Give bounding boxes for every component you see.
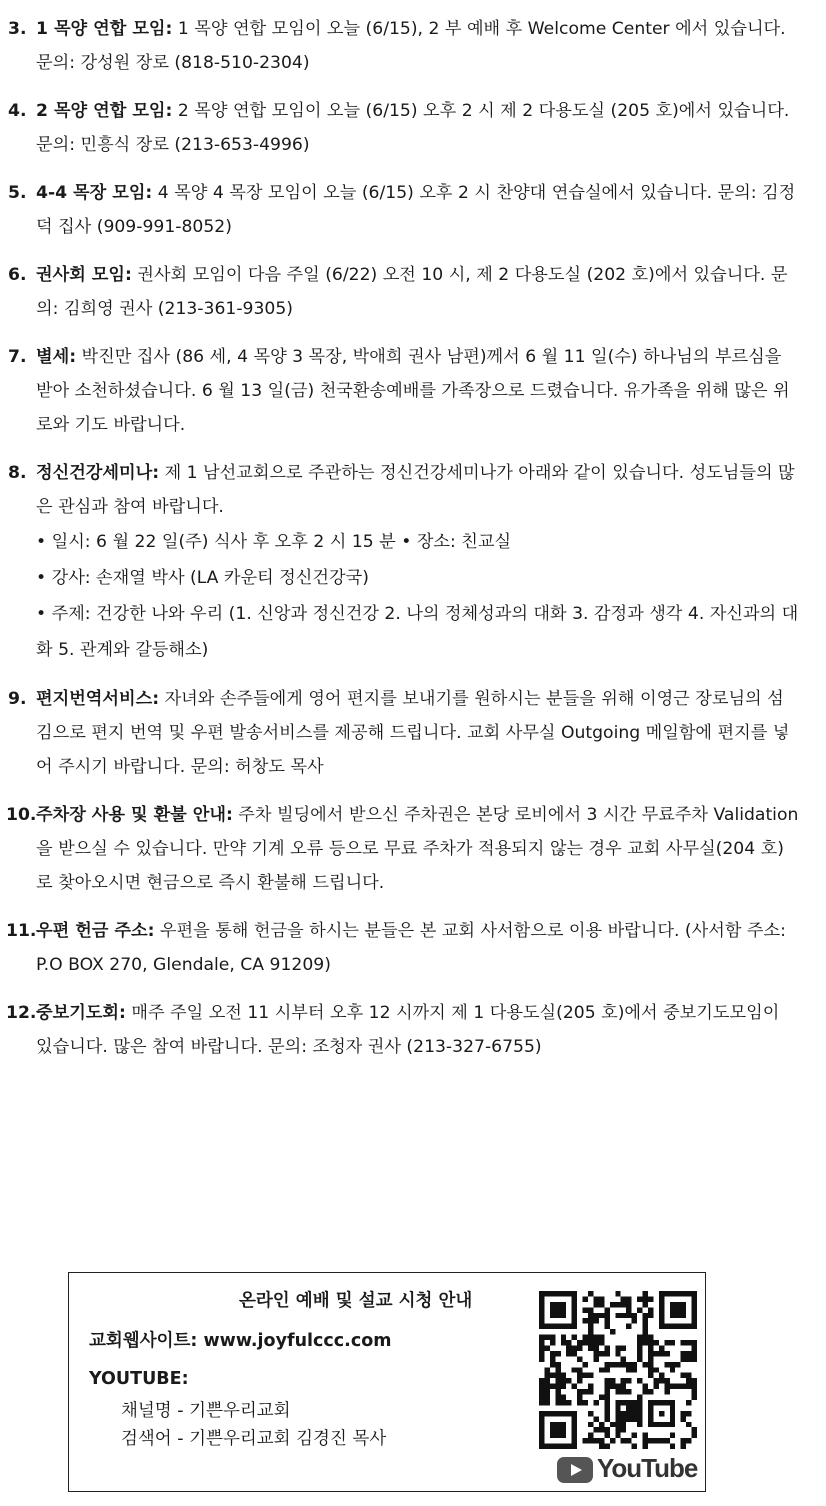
announcement-item (8, 914, 800, 982)
item-number: 3. (8, 19, 27, 39)
channel-name: 채널명 - 기쁜우리교회 (121, 1401, 291, 1421)
announcement-item (8, 682, 800, 784)
item-text: 주차 빌딩에서 받으신 주차권은 본당 로비에서 3 시간 무료주차 Validation 을 받으실 수 있습니다. 만약 기계 오류 등으로 무료 주차가 적용되지 않는 경우 교회 사무실(204 호)로 찾아오시면 현금으로 즉시 환불해 드립니다. (36, 805, 799, 893)
announcement-item (8, 12, 800, 80)
item-text: 2 목양 연합 모임이 오늘 (6/15) 오후 2 시 제 2 다용도실 (205 호)에서 있습니다. 문의: 민흥식 장로 (213-653-4996) (36, 101, 790, 155)
announcement-item (8, 456, 800, 668)
item-text: 자녀와 손주들에게 영어 편지를 보내기를 원하시는 분들을 위해 이영근 장로님의 섬김으로 편지 번역 및 우편 발송서비스를 제공해 드립니다. 교회 사무실 Outgoing 메일함에 편지를 넣어 주시기 바랍니다. 문의: 허창도 목사 (36, 689, 790, 777)
item-heading: 1 목양 연합 모임: (36, 19, 173, 39)
youtube-logo[interactable] (557, 1453, 698, 1487)
seminar-detail-date: • 일시: 6 월 22 일(주) 식사 후 오후 2 시 15 분 • 장소: 친교실 (36, 532, 512, 552)
item-text: 박진만 집사 (86 세, 4 목양 3 목장, 박애희 권사 남편)께서 6 월 11 일(수) 하나님의 부르심을 받아 소천하셨습니다. 6 월 13 일(금) 천국환송예배를 가족장으로 드렸습니다. 유가족을 위해 많은 위로와 기도 바랍니다. (36, 347, 790, 435)
item-number: 10. (6, 805, 37, 825)
announcement-item (8, 996, 800, 1064)
item-number: 4. (8, 101, 27, 121)
online-worship-box (68, 1272, 706, 1492)
item-number: 8. (8, 463, 27, 483)
announcement-item (8, 258, 800, 326)
item-heading: 중보기도회: (36, 1003, 126, 1023)
item-number: 7. (8, 347, 27, 367)
item-text: 1 목양 연합 모임이 오늘 (6/15), 2 부 예배 후 Welcome Center 에서 있습니다. 문의: 강성원 장로 (818-510-2304) (36, 19, 786, 73)
item-number: 5. (8, 183, 27, 203)
item-heading: 주차장 사용 및 환불 안내: (36, 805, 233, 825)
item-text: 4 목양 4 목장 모임이 오늘 (6/15) 오후 2 시 찬양대 연습실에서 있습니다. 문의: 김정덕 집사 (909-991-8052) (36, 183, 796, 237)
item-number: 9. (8, 689, 27, 709)
announcement-item (8, 94, 800, 162)
item-heading: 4-4 목장 모임: (36, 183, 153, 203)
youtube-logo-text: YouTube (597, 1453, 698, 1483)
item-heading: 별세: (36, 347, 77, 367)
item-number: 6. (8, 265, 27, 285)
item-heading: 권사회 모임: (36, 265, 132, 285)
item-heading: 편지번역서비스: (36, 689, 160, 709)
youtube-heading: YOUTUBE: (89, 1369, 189, 1389)
seminar-detail-speaker: • 강사: 손재열 박사 (LA 카운티 정신건강국) (36, 568, 369, 588)
website-link[interactable]: 교회웹사이트: www.joyfulccc.com (89, 1331, 392, 1351)
announcement-item (8, 798, 800, 900)
item-text: 권사회 모임이 다음 주일 (6/22) 오전 10 시, 제 2 다용도실 (202 호)에서 있습니다. 문의: 김희영 권사 (213-361-9305) (36, 265, 788, 319)
online-box-title: 온라인 예배 및 설교 시청 안내 (239, 1291, 473, 1311)
item-text: 매주 주일 오전 11 시부터 오후 12 시까지 제 1 다용도실(205 호)에서 중보기도모임이 있습니다. 많은 참여 바랍니다. 문의: 조청자 권사 (213-327-6755) (36, 1003, 780, 1057)
search-term: 검색어 - 기쁜우리교회 김경진 목사 (121, 1429, 387, 1449)
youtube-play-icon (557, 1457, 593, 1483)
announcement-list (8, 12, 800, 1078)
item-heading: 2 목양 연합 모임: (36, 101, 173, 121)
item-number: 11. (6, 921, 37, 941)
announcement-item (8, 340, 800, 442)
item-heading: 우편 헌금 주소: (36, 921, 155, 941)
announcement-item (8, 176, 800, 244)
item-text: 우편을 통해 헌금을 하시는 분들은 본 교회 사서함으로 이용 바랍니다. (사서함 주소: P.O BOX 270, Glendale, CA 91209) (36, 921, 786, 975)
item-text: 제 1 남선교회으로 주관하는 정신건강세미나가 아래와 같이 있습니다. 성도님들의 많은 관심과 참여 바랍니다. (36, 463, 795, 517)
item-heading: 정신건강세미나: (36, 463, 160, 483)
seminar-detail-topic: • 주제: 건강한 나와 우리 (1. 신앙과 정신건강 2. 나의 정체성과의 대화 3. 감정과 생각 4. 자신과의 대화 5. 관계와 갈등해소) (36, 604, 799, 660)
qr-code-icon[interactable] (539, 1291, 697, 1449)
item-number: 12. (6, 1003, 37, 1023)
